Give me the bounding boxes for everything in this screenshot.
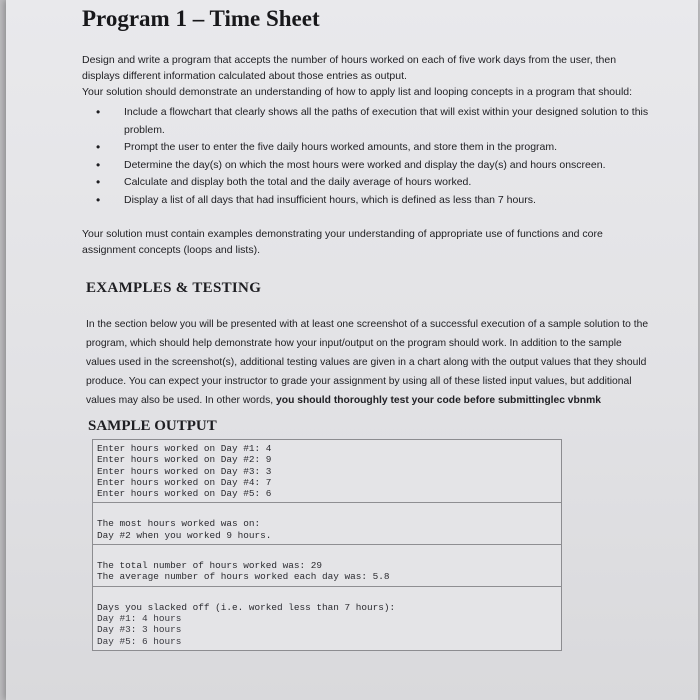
bullet-icon: • — [96, 192, 101, 207]
console-line: Day #2 when you worked 9 hours. — [97, 529, 272, 541]
console-line: The average number of hours worked each day was: 5.8 — [97, 571, 390, 583]
document-page — [6, 0, 698, 700]
console-line: Days you slacked off (i.e. worked less than 7 hours): — [97, 601, 396, 613]
intro-paragraph-2: Your solution should demonstrate an understanding of how to apply list and looping concepts in a program that should: — [82, 86, 633, 98]
console-line: The most hours worked was on: — [97, 518, 261, 530]
list-item: • Calculate and display both the total and the daily average of hours worked. — [82, 174, 652, 192]
console-line: Enter hours worked on Day #4: 7 — [97, 476, 272, 488]
console-line: Enter hours worked on Day #1: 4 — [97, 443, 272, 454]
console-line: Enter hours worked on Day #2: 9 — [97, 454, 272, 466]
sample-output-heading: SAMPLE OUTPUT — [88, 418, 217, 434]
console-input-block — [93, 440, 561, 503]
list-item: • Determine the day(s) on which the most hours were worked and display the day(s) and hours onscreen. — [82, 157, 652, 175]
bullet-icon: • — [96, 105, 101, 119]
console-slacked-block — [93, 587, 561, 650]
console-line: Day #1: 4 hours — [97, 612, 182, 624]
console-total-block — [93, 545, 561, 587]
examples-heading: EXAMPLES & TESTING — [86, 280, 262, 296]
console-line: Enter hours worked on Day #3: 3 — [97, 465, 272, 477]
document-content — [82, 6, 652, 651]
console-line: Enter hours worked on Day #5: 6 — [97, 488, 272, 500]
examples-paragraph: In the section below you will be presented with at least one screenshot of a successful execution of a sample solution to the program, which should help demonstrate how your input/output on the program should work. In addition to the sample values used in the screenshot(s), additional testing values are given in a chart along with the output values that they should produce. You can expect your instructor to grade your assignment by using all of these listed input values, but additional values may also be used. In other words, you should thoroughly test your code before submittinglec vbnmk — [86, 319, 649, 406]
page-title: Program 1 – Time Sheet — [82, 6, 320, 31]
examples-emphasis: you should thoroughly test your code before submittinglec vbnmk — [276, 395, 601, 406]
console-most-block — [93, 503, 561, 545]
bullet-icon: • — [96, 140, 101, 154]
intro-paragraph: Design and write a program that accepts the number of hours worked on each of five work days from the user, then displays different information calculated about those entries as output. — [82, 54, 617, 82]
requirements-list — [82, 104, 652, 209]
list-item: • Prompt the user to enter the five daily hours worked amounts, and store them in the program. — [82, 139, 652, 157]
list-item: • Display a list of all days that had insufficient hours, which is defined as less than 7 hours. — [82, 192, 652, 210]
console-line: Day #5: 6 hours — [97, 635, 182, 647]
bullet-icon: • — [96, 175, 101, 189]
sample-output-console — [92, 439, 562, 651]
list-item: • Include a flowchart that clearly shows all the paths of execution that will exist within your designed solution to this problem. — [96, 105, 649, 136]
console-line: The total number of hours worked was: 29 — [97, 560, 323, 572]
console-line: Day #3: 3 hours — [97, 624, 182, 636]
bullet-icon: • — [96, 157, 101, 172]
solution-note: Your solution must contain examples demonstrating your understanding of appropriate use of functions and core assignment concepts (loops and lists). — [82, 228, 603, 256]
